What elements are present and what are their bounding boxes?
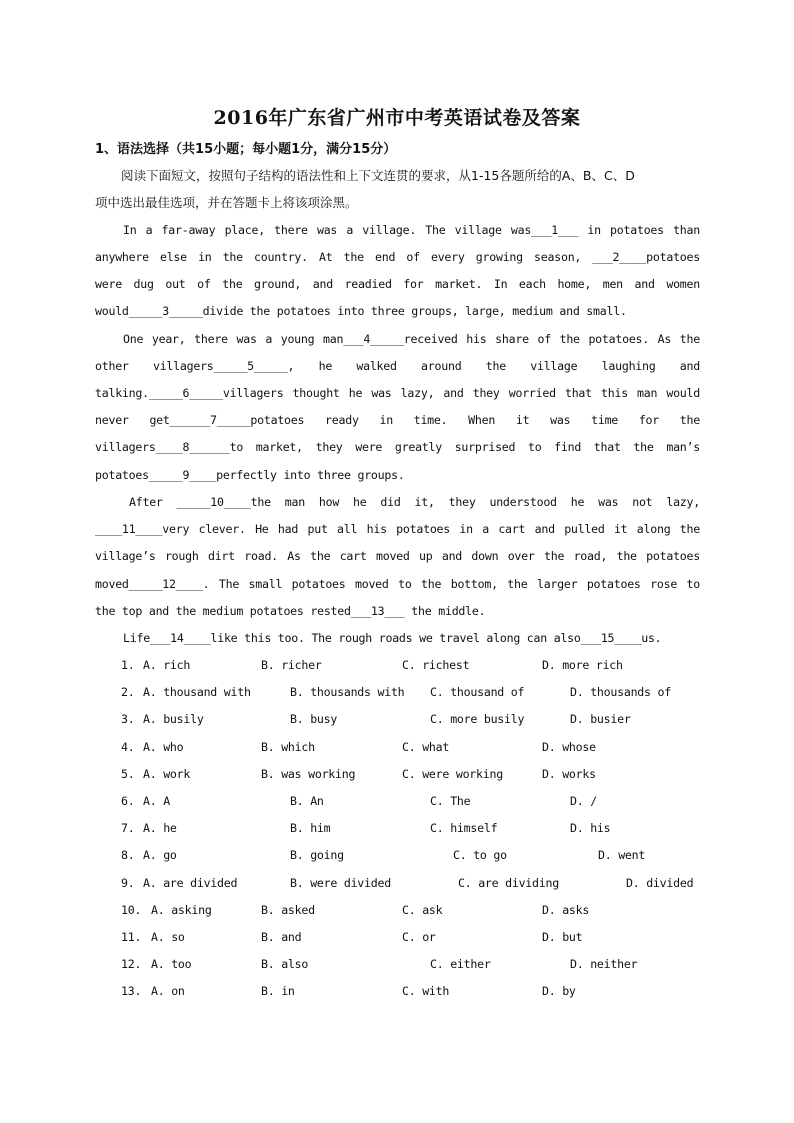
answer-option: D. whose bbox=[542, 739, 596, 754]
answer-option: D. / bbox=[570, 794, 597, 808]
answer-option: A. work bbox=[143, 766, 191, 781]
answer-option: B. busy bbox=[290, 712, 338, 727]
passage-line: the top and the medium potatoes rested___13___ the middle. bbox=[95, 604, 486, 618]
answer-option: C. thousand of bbox=[430, 685, 525, 700]
answer-option: B. richer bbox=[261, 658, 322, 672]
answer-option: D. divided bbox=[626, 875, 694, 890]
passage-line: ____11____very clever. He had put all his potatoes in a cart and pulled it along the bbox=[95, 522, 700, 536]
question-number: 9. bbox=[121, 875, 135, 890]
answer-option: C. or bbox=[402, 930, 436, 944]
answer-option: A. he bbox=[143, 821, 177, 836]
passage-line: After _____10____the man how he did it, they understood he was not lazy, bbox=[129, 495, 700, 509]
question-number: 8. bbox=[121, 848, 135, 863]
answer-option: A. go bbox=[143, 848, 177, 863]
answer-option: B. were divided bbox=[290, 875, 391, 890]
answer-option: C. what bbox=[402, 739, 450, 754]
passage-line: Life___14____like this too. The rough roads we travel along can also___15____us. bbox=[123, 631, 662, 645]
question-number: 1. bbox=[121, 658, 135, 672]
answer-option: B. going bbox=[290, 848, 344, 863]
answer-option: A. rich bbox=[143, 658, 191, 672]
instructions bbox=[95, 162, 700, 216]
question-number: 10. bbox=[121, 902, 142, 917]
question-number: 2. bbox=[121, 685, 135, 700]
answer-option: A. busily bbox=[143, 712, 204, 727]
instruction-line: 阅读下面短文，按照句子结构的语法性和上下文连贯的要求，从1-15各题所给的A、B、C、D bbox=[121, 168, 635, 183]
question-number: 6. bbox=[121, 794, 135, 808]
passage-line: potatoes_____9____perfectly into three groups. bbox=[95, 468, 405, 482]
passage-line: anywhere else in the country. At the end of every growing season, ___2____potatoes bbox=[95, 250, 700, 264]
answer-option: D. by bbox=[542, 984, 576, 999]
answer-option: B. which bbox=[261, 739, 315, 754]
answer-option: C. to go bbox=[453, 848, 507, 863]
answer-option: D. thousands of bbox=[570, 685, 671, 700]
answer-option: A. thousand with bbox=[143, 685, 251, 700]
answer-option: B. was working bbox=[261, 766, 356, 781]
answer-option: D. went bbox=[598, 848, 646, 863]
passage-line: would_____3_____divide the potatoes into three groups, large, medium and small. bbox=[95, 304, 627, 318]
passage-line: moved_____12____. The small potatoes moved to the bottom, the larger potatoes rose to bbox=[95, 577, 700, 591]
answer-option: D. asks bbox=[542, 902, 590, 917]
question-number: 11. bbox=[121, 930, 142, 944]
answer-option: D. neither bbox=[570, 957, 638, 972]
passage-line: villagers____8______to market, they were greatly surprised to find that the man’s bbox=[95, 440, 700, 454]
passage-line: One year, there was a young man___4_____received his share of the potatoes. As the bbox=[123, 332, 700, 346]
passage-line: other villagers_____5_____, he walked around the village laughing and bbox=[95, 359, 700, 373]
answer-option: D. his bbox=[570, 821, 611, 836]
question-number: 5. bbox=[121, 766, 135, 781]
answer-option: B. and bbox=[261, 930, 302, 944]
question-number: 13. bbox=[121, 984, 142, 999]
question-number: 7. bbox=[121, 821, 135, 836]
passage-line: In a far-away place, there was a village. The village was___1___ in potatoes than bbox=[123, 223, 700, 237]
passage-line: village’s rough dirt road. As the cart moved up and down over the road, the potatoes bbox=[95, 549, 700, 563]
question-number: 12. bbox=[121, 957, 142, 972]
answer-option: C. The bbox=[430, 794, 471, 808]
answer-option: B. him bbox=[290, 821, 331, 836]
answer-option: D. busier bbox=[570, 712, 631, 727]
answer-option: C. ask bbox=[402, 902, 443, 917]
answer-option: A. are divided bbox=[143, 875, 238, 890]
answer-option: C. richest bbox=[402, 658, 470, 672]
instruction-line: 项中选出最佳选项，并在答题卡上将该项涂黑。 bbox=[95, 195, 358, 210]
answer-option: B. An bbox=[290, 794, 324, 808]
passage-line: talking._____6_____villagers thought he was lazy, and they worried that this man would bbox=[95, 386, 700, 400]
answer-option: D. works bbox=[542, 766, 596, 781]
answer-option: A. A bbox=[143, 794, 170, 808]
answer-option: A. who bbox=[143, 739, 184, 754]
question-number: 3. bbox=[121, 712, 135, 727]
answer-option: C. himself bbox=[430, 821, 498, 836]
answer-option: A. on bbox=[151, 984, 185, 999]
answer-option: A. so bbox=[151, 930, 185, 944]
answer-option: B. asked bbox=[261, 902, 315, 917]
answer-option: C. with bbox=[402, 984, 450, 999]
answer-option: A. asking bbox=[151, 902, 212, 917]
answer-option: C. either bbox=[430, 957, 491, 972]
answer-option: D. more rich bbox=[542, 658, 623, 672]
page-title: 2016年广东省广州市中考英语试卷及答案 bbox=[213, 107, 581, 129]
answer-option: D. but bbox=[542, 930, 583, 944]
answer-option: B. thousands with bbox=[290, 685, 405, 700]
answer-option: C. are dividing bbox=[458, 875, 559, 890]
answer-option: C. more busily bbox=[430, 712, 525, 727]
section-heading: 1、语法选择（共15小题；每小题1分，满分15分） bbox=[95, 142, 397, 157]
answer-option: B. in bbox=[261, 984, 295, 999]
passage-line: never get______7_____potatoes ready in time. When it was time for the bbox=[95, 413, 700, 427]
answer-option: A. too bbox=[151, 957, 192, 972]
answer-option: C. were working bbox=[402, 766, 503, 781]
answer-option: B. also bbox=[261, 957, 309, 972]
passage-line: were dug out of the ground, and readied for market. In each home, men and women bbox=[95, 277, 700, 291]
question-number: 4. bbox=[121, 739, 135, 754]
